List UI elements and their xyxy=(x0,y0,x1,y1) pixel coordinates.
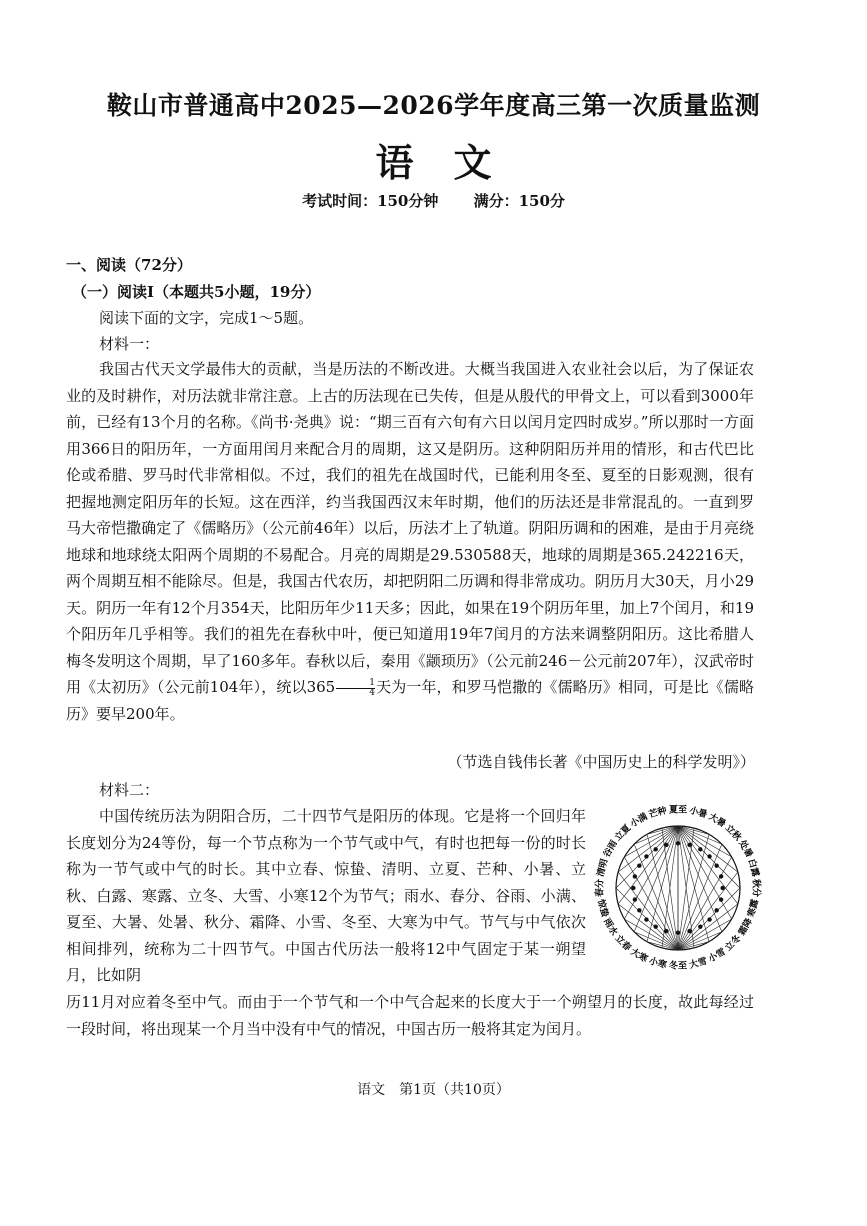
diagram-dot xyxy=(707,917,711,921)
diagram-term-label: 清明 xyxy=(595,857,611,878)
diagram-term-label: 小暑 xyxy=(688,805,709,821)
material1-text-end: 天为一年，和罗马恺撒的《儒略历》相同，可是比《儒略历》要早200年。 xyxy=(66,678,754,723)
diagram-term-label: 立秋 xyxy=(722,823,743,844)
diagram-term-label: 寒露 xyxy=(746,898,761,919)
diagram-term-label: 白露 xyxy=(745,857,761,878)
material2-paragraph-b: 历11月对应着冬至中气。而由于一个节气和一个中气合起来的长度大于一个朔望月的长度，故此每经过一段时间，将出现某一个月当中没有中气的情况，中国古历一般将其定为闰月。 xyxy=(66,993,754,1038)
diagram-dot xyxy=(676,841,680,845)
section-subheading: （一）阅读Ⅰ（本题共5小题，19分） xyxy=(72,283,321,301)
diagram-term-label: 立春 xyxy=(612,933,633,954)
full-score: 满分：150分 xyxy=(473,192,565,210)
diagram-dot xyxy=(719,897,723,901)
material1-label: 材料一： xyxy=(99,335,160,353)
exam-info xyxy=(0,190,867,211)
diagram-chord xyxy=(678,844,722,950)
diagram-dot xyxy=(644,917,648,921)
diagram-dot xyxy=(644,854,648,858)
diagram-dot xyxy=(698,847,702,851)
diagram-chord xyxy=(678,834,709,950)
diagram-term-label: 谷雨 xyxy=(602,838,620,860)
diagram-chord xyxy=(678,857,732,950)
fraction-denominator: 4 xyxy=(369,687,375,698)
diagram-dot xyxy=(637,908,641,912)
section-heading: 一、阅读（72分） xyxy=(66,256,192,274)
page-footer: 语文 第1页（共10页） xyxy=(357,1082,510,1098)
diagram-chord xyxy=(647,826,678,942)
diagram-dot xyxy=(698,924,702,928)
reading-instruction: 阅读下面的文字，完成1～5题。 xyxy=(99,309,314,327)
diagram-term-label: 处暑 xyxy=(736,838,754,860)
diagram-chord xyxy=(624,857,678,950)
diagram-dot xyxy=(720,886,724,890)
diagram-dot xyxy=(633,897,637,901)
diagram-dot xyxy=(719,874,723,878)
fraction xyxy=(336,679,375,698)
diagram-dot xyxy=(714,908,718,912)
diagram-dot xyxy=(653,847,657,851)
material2-paragraph-a: 中国传统历法为阴阳合历，二十四节气是阳历的体现。它是将一个回归年长度划分为24等份，每一个节点称为一个节气或中气，有时也把每一份的时长称为一节气或中气的时长。其中立春、惊蛰、清明、立夏、芒种、小暑、立秋、白露、寒露、立冬、大雪、小寒12个为节气；雨水、春分、谷雨、小满、夏至、大暑、处暑、秋分、霜降、小雪、冬至、大寒为中气。节气与中气依次相间排列，统称为二十四节气。中国古代历法一般将12中气固定于某一朔望月，比如阴 xyxy=(66,807,586,984)
subject-title: 语文 xyxy=(375,140,532,185)
diagram-chord xyxy=(678,826,722,932)
diagram-dot xyxy=(664,929,668,933)
diagram-term-label: 大寒 xyxy=(628,947,650,965)
diagram-term-label: 立夏 xyxy=(613,823,634,844)
diagram-term-label: 大暑 xyxy=(706,812,728,830)
material2-label: 材料二： xyxy=(99,781,160,799)
diagram-dot xyxy=(631,886,635,890)
material1-paragraph xyxy=(66,356,754,727)
diagram-dot xyxy=(664,843,668,847)
material1-source: （节选自钱伟长著《中国历史上的科学发明》） xyxy=(447,753,755,771)
diagram-dot xyxy=(707,854,711,858)
diagram-term-label: 秋分 xyxy=(750,878,761,898)
diagram-dot xyxy=(653,924,657,928)
diagram-dot xyxy=(687,929,691,933)
diagram-chord xyxy=(678,826,732,919)
diagram-dot xyxy=(687,843,691,847)
diagram-chord xyxy=(624,826,678,919)
diagram-chord xyxy=(647,834,678,950)
exam-title: 鞍山市普通高中2025—2026学年度高三第一次质量监测 xyxy=(106,91,761,120)
diagram-term-label: 立冬 xyxy=(723,933,744,954)
fraction-numerator: 1 xyxy=(336,679,375,689)
solar-terms-diagram xyxy=(592,796,764,976)
diagram-term-label: 小满 xyxy=(628,812,650,830)
diagram-term-label: 惊蛰 xyxy=(595,898,610,919)
diagram-term-label: 芒种 xyxy=(647,805,668,821)
diagram-dot xyxy=(633,874,637,878)
exam-time: 考试时间：150分钟 xyxy=(302,192,439,210)
diagram-chord xyxy=(634,826,678,932)
diagram-term-label: 冬至 xyxy=(668,961,688,972)
diagram-dot xyxy=(676,930,680,934)
diagram-chord xyxy=(678,826,709,942)
material1-text: 我国古代天文学最伟大的贡献，当是历法的不断改进。大概当我国进入农业社会以后，为了保证农业的及时耕作，对历法就非常注意。上古的历法现在已失传，但是从殷代的甲骨文上，可以看到3000年前，已经有13个月的名称。《尚书·尧典》说：“期三百有六旬有六日以闰月定四时成岁。”所以那时一方面用366日的阳历年，一方面用闰月来配合月的周期，这又是阴历。这种阴阳历并用的情形，和古代巴比伦或希腊、罗马时代非常相似。不过，我们的祖先在战国时代，已能利用冬至、夏至的日影观测，很有把握地测定阳历年的长短。这在西洋，约当我国西汉末年时期，他们的历法还是非常混乱的。一直到罗马大帝恺撒确定了《儒略历》（公元前46年）以后，历法才上了轨道。阴阳历调和的困难，是由于月亮绕地球和地球绕太阳两个周期的不易配合。月亮的周期是29.530588天，地球的周期是365.242216天，两个周期互相不能除尽。但是，我国古代农历，却把阴阳二历调和得非常成功。阴历月大30天，月小29天。阴历一年有12个月354天，比阳历年少11天多；因此，如果在19个阴历年里，加上7个闰月，和19个阳历年几乎相等。我们的祖先在春秋中叶，便已知道用19年7闰月的方法来调整阴阳历。这比希腊人梅冬发明这个周期，早了160多年。春秋以后，秦用《颛顼历》（公元前246－公元前207年），汉武帝时用《太初历》（公元前104年），统以365 xyxy=(66,360,754,696)
diagram-term-label: 大雪 xyxy=(688,956,709,971)
diagram-term-label: 雨水 xyxy=(601,916,619,938)
diagram-term-label: 霜降 xyxy=(737,916,755,938)
diagram-chord xyxy=(634,844,678,950)
diagram-term-label: 春分 xyxy=(595,878,606,898)
diagram-dot xyxy=(714,863,718,867)
diagram-dot xyxy=(637,863,641,867)
diagram-term-label: 夏至 xyxy=(668,805,688,816)
diagram-term-label: 小寒 xyxy=(647,956,668,971)
diagram-term-label: 小雪 xyxy=(706,947,728,965)
diagram-chords xyxy=(616,826,740,950)
